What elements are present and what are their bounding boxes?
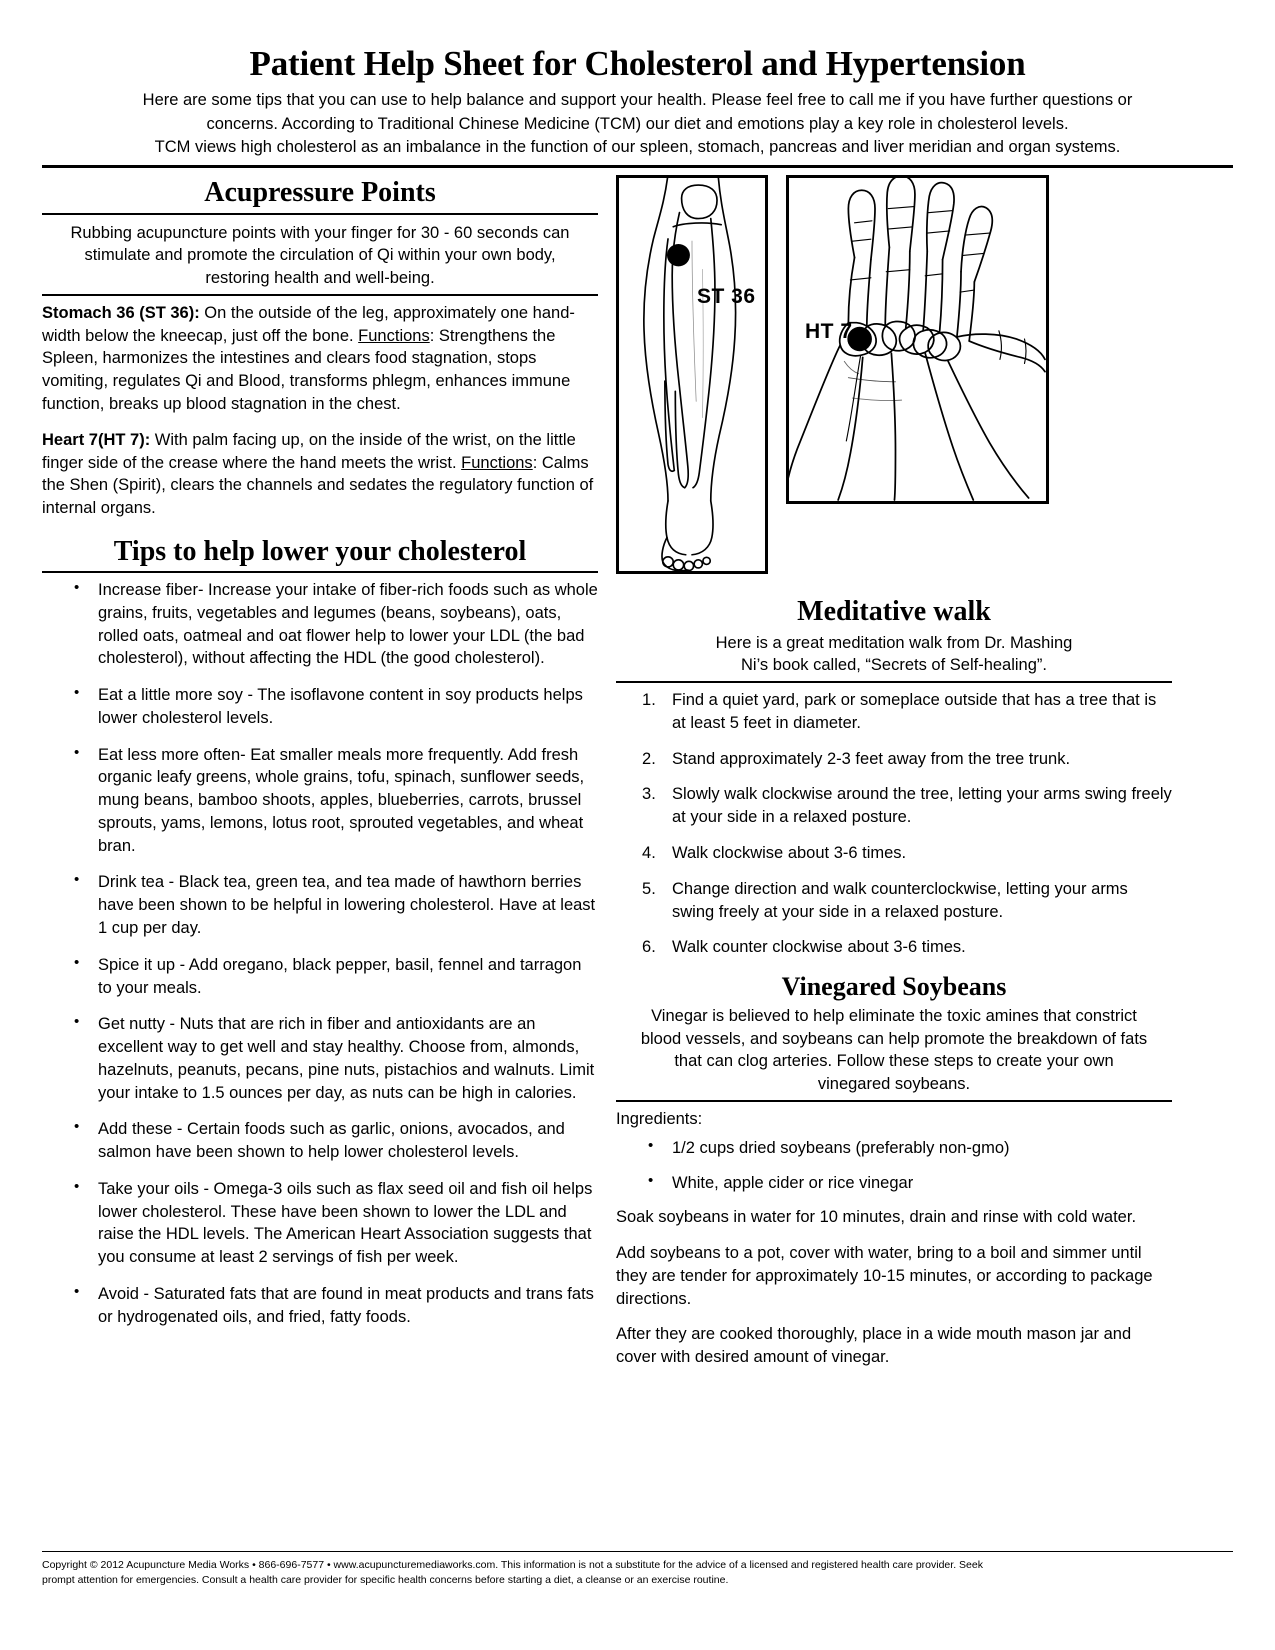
right-column xyxy=(616,175,1172,1381)
footer xyxy=(42,1551,1233,1588)
meditative-walk-subtitle-line-2: Ni’s book called, “Secrets of Self-healing”. xyxy=(740,656,1047,675)
list-item: • Get nutty - Nuts that are rich in fiber and antioxidants are an excellent way to get well and stay healthy. Choose from, almonds, hazelnuts, peanuts, pecans, pine nuts, pistachios and walnuts. Limit your intake to 1.5 ounces per day, as nuts can be high in calories. xyxy=(72,1013,598,1104)
st36-figure-label: ST 36 xyxy=(697,285,756,309)
soybean-step-1: Soak soybeans in water for 10 minutes, drain and rinse with cold water. xyxy=(616,1208,1137,1227)
list-item: Slowly walk clockwise around the tree, letting your arms swing freely at your side in a relaxed posture. xyxy=(672,785,1172,827)
list-item: • Add these - Certain foods such as garlic, onions, avocados, and salmon have been shown to help lower cholesterol levels. xyxy=(72,1118,598,1164)
list-item: • 1/2 cups dried soybeans (preferably non-gmo) xyxy=(646,1137,1172,1160)
soybean-step-3: After they are cooked thoroughly, place in a wide mouth mason jar and cover with desired amount of vinegar. xyxy=(616,1325,1132,1367)
vinegared-soybeans-rule xyxy=(616,1100,1172,1102)
list-item: Walk clockwise about 3-6 times. xyxy=(672,844,907,862)
footer-line-2: prompt attention for emergencies. Consult a health care provider for specific health concerns before starting a diet, a cleanse or an exercise routine. xyxy=(42,1574,729,1587)
point-st36-body-1: On the outside of the leg, approximately one hand-width below the kneecap, just off the bone. xyxy=(42,303,575,345)
soybean-step-2: Add soybeans to a pot, cover with water, bring to a boil and simmer until they are tender for approximately 10-15 minutes, or according to package directions. xyxy=(616,1244,1153,1308)
list-item: Walk counter clockwise about 3-6 times. xyxy=(672,938,966,957)
ingredients-label: Ingredients: xyxy=(616,1110,703,1129)
acupoint-figures xyxy=(616,175,1172,574)
ht7-figure-label: HT 7 xyxy=(805,320,853,344)
list-item: • Drink tea - Black tea, green tea, and tea made of hawthorn berries have been shown to be helpful in lowering cholesterol. Have at least 1 cup per day. xyxy=(72,871,598,939)
list-item: • Spice it up - Add oregano, black pepper, basil, fennel and tarragon to your meals. xyxy=(72,954,598,1000)
point-st36-label: Stomach 36 (ST 36): xyxy=(42,303,200,322)
intro-paragraph xyxy=(52,89,1223,159)
header-divider xyxy=(42,165,1233,168)
list-item: Change direction and walk counterclockwise, letting your arms swing freely at your side in a relaxed posture. xyxy=(672,879,1128,921)
acupressure-subtitle: Rubbing acupuncture points with your finger for 30 - 60 seconds can stimulate and promote the circulation of Qi within your own body, restoring health and well-being. xyxy=(70,223,570,288)
st36-point-marker xyxy=(667,244,690,266)
point-ht7-label: Heart 7(HT 7): xyxy=(42,430,151,449)
acupressure-heading: Acupressure Points xyxy=(204,177,436,209)
tips-heading: Tips to help lower your cholesterol xyxy=(113,535,527,567)
list-item: • Eat a little more soy - The isoflavone content in soy products helps lower cholesterol levels. xyxy=(72,684,598,730)
point-ht7 xyxy=(42,429,598,520)
list-item: • Avoid - Saturated fats that are found in meat products and trans fats or hydrogenated oils, and fried, fatty foods. xyxy=(72,1283,598,1329)
footer-divider xyxy=(42,1551,1233,1552)
point-st36-body-2: : Strengthens the Spleen, harmonizes the intestines and clears food stagnation, stops vomiting, regulates Qi and Blood, transforms phlegm, enhances immune function, breaks up blood stagnation in the chest. xyxy=(42,326,571,413)
list-item: Find a quiet yard, park or someplace outside that has a tree that is at least 5 feet in diameter. xyxy=(672,691,1157,732)
leg-acupoint-icon xyxy=(619,178,765,571)
intro-line-3: TCM views high cholesterol as an imbalance in the function of our spleen, stomach, pancreas and liver meridian and organ systems. xyxy=(154,138,1121,157)
acupressure-heading-rule xyxy=(42,213,598,215)
intro-line-2: concerns. According to Traditional Chinese Medicine (TCM) our diet and emotions play a key role in cholesterol levels. xyxy=(206,114,1069,133)
list-item: • White, apple cider or rice vinegar xyxy=(646,1172,1172,1195)
page-title: Patient Help Sheet for Cholesterol and Hypertension xyxy=(249,44,1026,83)
list-item: Stand approximately 2-3 feet away from the tree trunk. xyxy=(672,749,1071,768)
acupressure-subtitle-rule xyxy=(42,294,598,296)
meditative-walk-heading: Meditative walk xyxy=(797,596,991,628)
list-item: • Take your oils - Omega-3 oils such as flax seed oil and fish oil helps lower cholesterol. These have been shown to lower the LDL and raise the HDL levels. The American Heart Association suggests that you consume at least 2 servings of fish per week. xyxy=(72,1178,598,1269)
list-item: • Increase fiber- Increase your intake of fiber-rich foods such as whole grains, fruits, vegetables and legumes (beans, soybeans), oats, rolled oats, oatmeal and oat flower help to lower your LDL (the bad cholesterol), without affecting the HDL (the good cholesterol). xyxy=(72,579,598,670)
content-columns xyxy=(42,175,1233,1381)
point-st36-functions-label: Functions xyxy=(358,326,430,345)
point-st36 xyxy=(42,302,598,416)
intro-line-1: Here are some tips that you can use to help balance and support your health. Please feel free to call me if you have further questions or xyxy=(142,91,1133,110)
tips-heading-rule xyxy=(42,571,598,573)
footer-line-1: Copyright © 2012 Acupuncture Media Works • 866-696-7577 • www.acupuncturemediaworks.com. This information is not a substitute for the advice of a licensed and registered health care provider. Seek xyxy=(42,1559,983,1572)
list-item: • Eat less more often- Eat smaller meals more frequently. Add fresh organic leafy greens, whole grains, tofu, spinach, sunflower seeds, mung beans, bamboo shoots, apples, blueberries, carrots, brussel sprouts, yams, lemons, lotus root, sprouted vegetables, and wheat bran. xyxy=(72,744,598,858)
hand-figure xyxy=(786,175,1049,504)
point-ht7-functions-label: Functions xyxy=(461,453,533,472)
point-ht7-body-2: : Calms the Shen (Spirit), clears the channels and sedates the regulatory function of internal organs. xyxy=(42,453,594,518)
tips-list xyxy=(42,579,598,1328)
meditative-walk-steps xyxy=(616,689,1172,959)
meditative-walk-subtitle-line-1: Here is a great meditation walk from Dr. Mashing xyxy=(715,633,1073,652)
vinegared-soybeans-heading: Vinegared Soybeans xyxy=(781,972,1007,1002)
vinegared-soybeans-subtitle: Vinegar is believed to help eliminate the toxic amines that constrict blood vessels, and soybeans can help promote the breakdown of fats that can clog arteries. Follow these steps to create your own vinegared soybeans. xyxy=(640,1006,1148,1094)
meditative-walk-rule xyxy=(616,681,1172,683)
leg-figure xyxy=(616,175,768,574)
point-ht7-body-1: With palm facing up, on the inside of the wrist, on the little finger side of the crease where the hand meets the wrist. xyxy=(42,430,576,472)
meditative-walk-subtitle xyxy=(630,632,1158,678)
left-column xyxy=(42,175,598,1342)
ingredients-list xyxy=(616,1137,1172,1195)
